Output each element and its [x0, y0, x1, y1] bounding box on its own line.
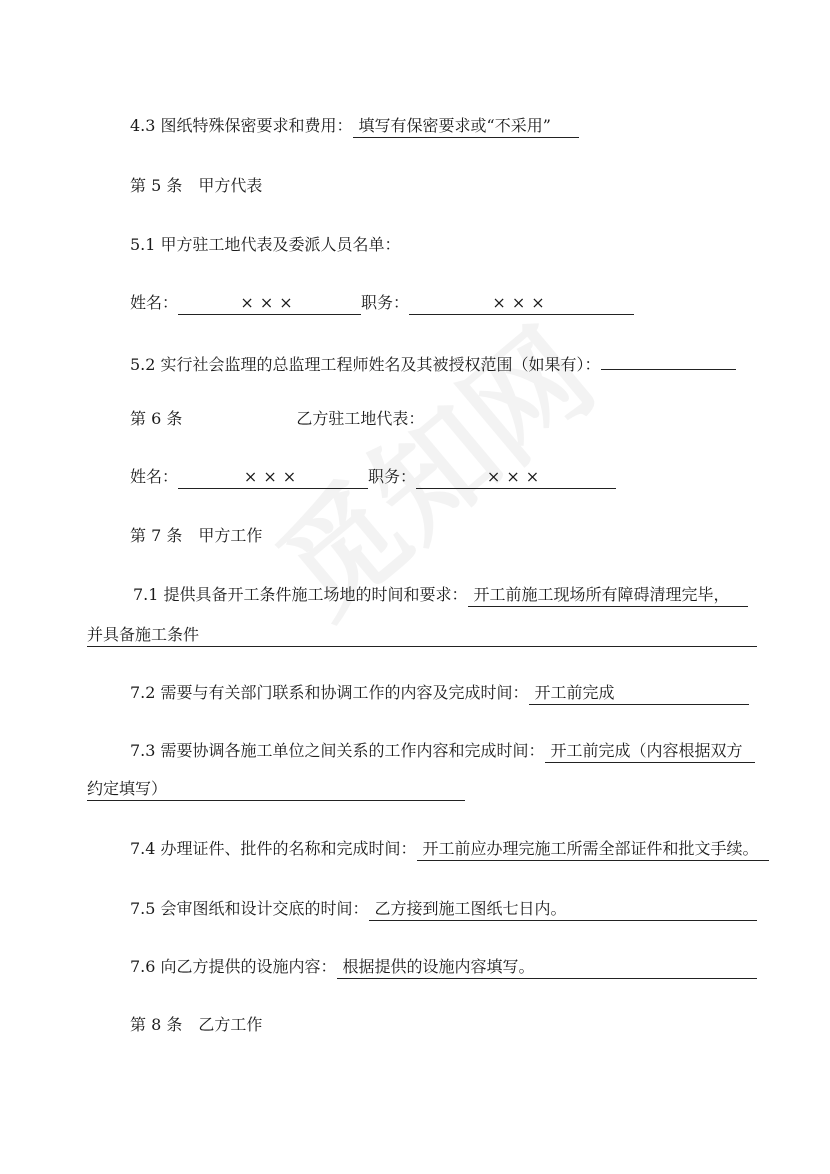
article-6-name: 乙方驻工地代表：	[296, 409, 425, 428]
clause-7-5-value[interactable]: 乙方接到施工图纸七日内。	[369, 898, 757, 921]
clause-7-5	[130, 898, 757, 921]
article-6-title: 第 6 条	[130, 409, 183, 428]
clause-7-4-label: 7.4 办理证件、批件的名称和完成时间：	[130, 839, 417, 858]
clause-7-3-value-cont[interactable]: 约定填写）	[87, 778, 465, 801]
clause-5-2-field[interactable]	[601, 350, 736, 370]
clause-5-1	[130, 234, 401, 256]
clause-7-6-value[interactable]: 根据提供的设施内容填写。	[337, 956, 757, 979]
rep5-position-field[interactable]: ×××	[409, 292, 634, 315]
article-7-title: 第 7 条	[130, 526, 183, 545]
clause-7-1	[133, 584, 748, 607]
rep5-row	[130, 292, 634, 315]
rep6-name-label: 姓名：	[130, 467, 179, 486]
rep6-position-field[interactable]: ×××	[416, 466, 616, 489]
clause-5-1-text: 5.1 甲方驻工地代表及委派人员名单：	[130, 235, 401, 254]
article-8-name: 乙方工作	[198, 1015, 263, 1034]
clause-7-6-label: 7.6 向乙方提供的设施内容：	[130, 957, 337, 976]
clause-7-1-value-cont[interactable]: 并具备施工条件	[87, 624, 757, 647]
clause-4-3-value[interactable]: 填写有保密要求或“不采用”	[353, 115, 579, 138]
clause-7-4	[130, 838, 769, 861]
clause-7-1-cont	[87, 624, 757, 647]
rep6-position-label: 职务：	[368, 467, 417, 486]
clause-7-2-value[interactable]: 开工前完成	[529, 682, 749, 705]
clause-4-3-label: 4.3 图纸特殊保密要求和费用：	[130, 116, 353, 135]
clause-7-5-label: 7.5 会审图纸和设计交底的时间：	[130, 899, 369, 918]
clause-7-3-cont	[87, 778, 465, 801]
clause-7-3-value[interactable]: 开工前完成（内容根据双方	[545, 740, 755, 763]
rep6-name-field[interactable]: ×××	[178, 466, 368, 489]
clause-5-2	[130, 350, 736, 376]
clause-7-6	[130, 956, 757, 979]
article-5-heading	[130, 175, 262, 197]
clause-7-1-value[interactable]: 开工前施工现场所有障碍清理完毕，	[468, 584, 748, 607]
clause-7-3-label: 7.3 需要协调各施工单位之间关系的工作内容和完成时间：	[130, 741, 545, 760]
article-8-title: 第 8 条	[130, 1015, 183, 1034]
clause-7-2-label: 7.2 需要与有关部门联系和协调工作的内容及完成时间：	[130, 683, 529, 702]
clause-7-2	[130, 682, 749, 705]
article-5-name: 甲方代表	[198, 176, 263, 195]
clause-7-4-value[interactable]: 开工前应办理完施工所需全部证件和批文手续。	[417, 838, 769, 861]
clause-7-1-label: 7.1 提供具备开工条件施工场地的时间和要求：	[133, 585, 468, 604]
article-7-heading	[130, 525, 262, 547]
article-7-name: 甲方工作	[198, 526, 263, 545]
rep5-position-label: 职务：	[361, 293, 410, 312]
rep5-name-label: 姓名：	[130, 293, 179, 312]
article-6-heading	[130, 408, 424, 430]
clause-4-3	[130, 115, 579, 138]
article-8-heading	[130, 1014, 262, 1036]
clause-5-2-label: 5.2 实行社会监理的总监理工程师姓名及其被授权范围（如果有）：	[130, 355, 601, 374]
rep5-name-field[interactable]: ×××	[178, 292, 361, 315]
rep6-row	[130, 466, 616, 489]
clause-7-3	[130, 740, 755, 763]
article-5-title: 第 5 条	[130, 176, 183, 195]
